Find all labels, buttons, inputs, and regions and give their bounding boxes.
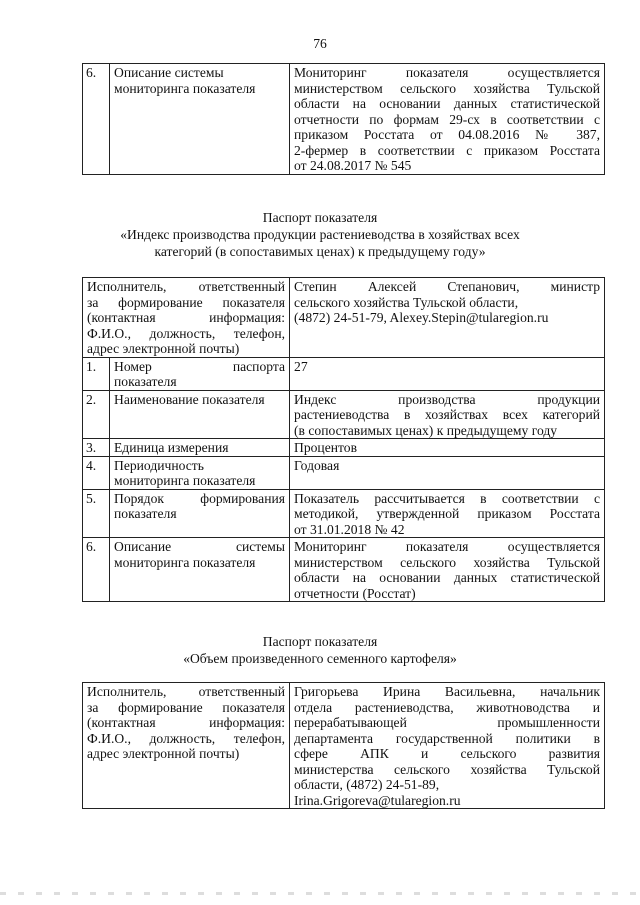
text-line: 2-фермер в соответствии с приказом Росстата <box>294 142 600 158</box>
page-number: 76 <box>313 36 327 51</box>
text-line: от 31.01.2018 № 42 <box>294 521 405 537</box>
row-number: 3. <box>83 439 110 457</box>
row-label <box>110 456 290 489</box>
row-number: 2. <box>83 390 110 439</box>
text-line: методикой, утвержденной приказом Росстата <box>294 506 601 521</box>
row-label <box>110 439 290 457</box>
text-line: Периодичность <box>114 457 204 473</box>
text-line: сфере АПК и сельского развития <box>294 746 600 761</box>
scan-artifact <box>0 892 640 895</box>
passport-table <box>82 277 605 602</box>
passport-heading <box>0 633 640 667</box>
row-number: 6. <box>83 538 110 602</box>
text-line: Порядок формирования <box>114 490 286 506</box>
passport-heading-label: Паспорт показателя <box>262 634 378 649</box>
text-line: Описание системы <box>114 539 286 554</box>
row-value <box>290 390 605 439</box>
row-label <box>110 64 290 175</box>
executor-label <box>83 278 290 358</box>
text-line: перерабатывающей промышленности <box>294 715 600 730</box>
text-line: адрес электронной почты) <box>87 341 240 356</box>
row-number: 1. <box>83 357 110 390</box>
text-line: Исполнитель, ответственный <box>87 279 286 294</box>
text-line: Годовая <box>294 457 340 473</box>
table-row <box>83 439 605 457</box>
row-value <box>290 439 605 457</box>
row-label <box>110 489 290 538</box>
text-line: сельского хозяйства Тульской области, <box>294 294 519 310</box>
table-continuation <box>82 63 605 175</box>
passport-title-line: «Объем произведенного семенного картофеля» <box>183 651 457 666</box>
row-value <box>290 357 605 390</box>
row-value <box>290 456 605 489</box>
text-line: мониторинга показателя <box>114 554 256 570</box>
text-line: Единица измерения <box>114 440 229 455</box>
text-line: отдела растениеводства, животноводства и <box>294 699 600 715</box>
table-row <box>83 489 605 538</box>
text-line: отчетности по формам 29-сх в соответствии с <box>294 111 600 127</box>
executor-label <box>83 683 290 809</box>
text-line: Показатель рассчитывается в соответствии с <box>294 490 601 506</box>
text-line: показателя <box>114 506 177 521</box>
text-line: показателя <box>114 374 177 389</box>
text-line: Номер паспорта <box>114 358 286 374</box>
passport-heading-label: Паспорт показателя <box>262 210 378 225</box>
text-line: от 24.08.2017 № 545 <box>294 158 412 173</box>
passport-title-line: категорий (в сопоставимых ценах) к предыдущему году» <box>154 244 486 259</box>
row-value <box>290 64 605 175</box>
text-line: области на основании данных статистической <box>294 570 601 585</box>
text-line: Описание системы <box>114 65 224 80</box>
text-line: (в сопоставимых ценах) к предыдущему году <box>294 422 558 438</box>
text-line: Мониторинг показателя осуществляется <box>294 539 601 554</box>
row-label <box>110 538 290 602</box>
text-line: Ф.И.О., должность, телефон, <box>87 730 285 746</box>
row-label <box>110 357 290 390</box>
text-line: мониторинга показателя <box>114 80 256 96</box>
text-line: Мониторинг показателя осуществляется <box>294 65 600 80</box>
row-label <box>110 390 290 439</box>
passport-heading <box>0 209 640 260</box>
text-line: 27 <box>294 358 308 374</box>
table-row <box>83 456 605 489</box>
table-row <box>83 278 605 358</box>
text-line: за формирование показателя <box>87 699 285 715</box>
text-line: министерства сельского хозяйства Тульской <box>294 761 600 777</box>
text-line: адрес электронной почты) <box>87 746 240 761</box>
text-line: Индекс производства продукции <box>294 391 601 407</box>
row-value <box>290 538 605 602</box>
text-line: (контактная информация: <box>87 310 286 325</box>
text-line: мониторинга показателя <box>114 473 256 488</box>
executor-value <box>290 683 605 809</box>
row-number: 6. <box>83 64 110 175</box>
text-line: Григорьева Ирина Васильевна, начальник <box>294 684 600 699</box>
text-line: приказом Росстата от 04.08.2016 № 387, <box>294 127 600 142</box>
row-number: 4. <box>83 456 110 489</box>
table-row <box>83 64 605 175</box>
text-line: (4872) 24-51-79, Alexey.Stepin@tularegion.ru <box>294 310 549 325</box>
text-line: министерством сельского хозяйства Тульской <box>294 80 600 96</box>
text-line: Процентов <box>294 440 357 455</box>
text-line: области на основании данных статистической <box>294 96 600 111</box>
text-line: министерством сельского хозяйства Тульской <box>294 554 601 570</box>
table-row <box>83 390 605 439</box>
text-line: отчетности (Росстат) <box>294 585 416 601</box>
text-line: области, (4872) 24-51-89, <box>294 777 440 792</box>
text-line: Irina.Grigoreva@tularegion.ru <box>294 792 461 808</box>
passport-title-line: «Индекс производства продукции растениеводства в хозяйствах всех <box>120 227 520 242</box>
text-line: (контактная информация: <box>87 715 285 730</box>
executor-value <box>290 278 605 358</box>
table-row <box>83 683 605 809</box>
text-line: Наименование показателя <box>114 391 265 407</box>
text-line: за формирование показателя <box>87 294 286 310</box>
row-value <box>290 489 605 538</box>
text-line: Ф.И.О., должность, телефон, <box>87 325 286 341</box>
text-line: департамента государственной политики в <box>294 730 600 746</box>
table-row <box>83 538 605 602</box>
row-number: 5. <box>83 489 110 538</box>
passport-table <box>82 682 605 809</box>
text-line: Исполнитель, ответственный <box>87 684 285 699</box>
text-line: растениеводства в хозяйствах всех категорий <box>294 407 601 422</box>
table-row <box>83 357 605 390</box>
text-line: Степин Алексей Степанович, министр <box>294 279 601 294</box>
